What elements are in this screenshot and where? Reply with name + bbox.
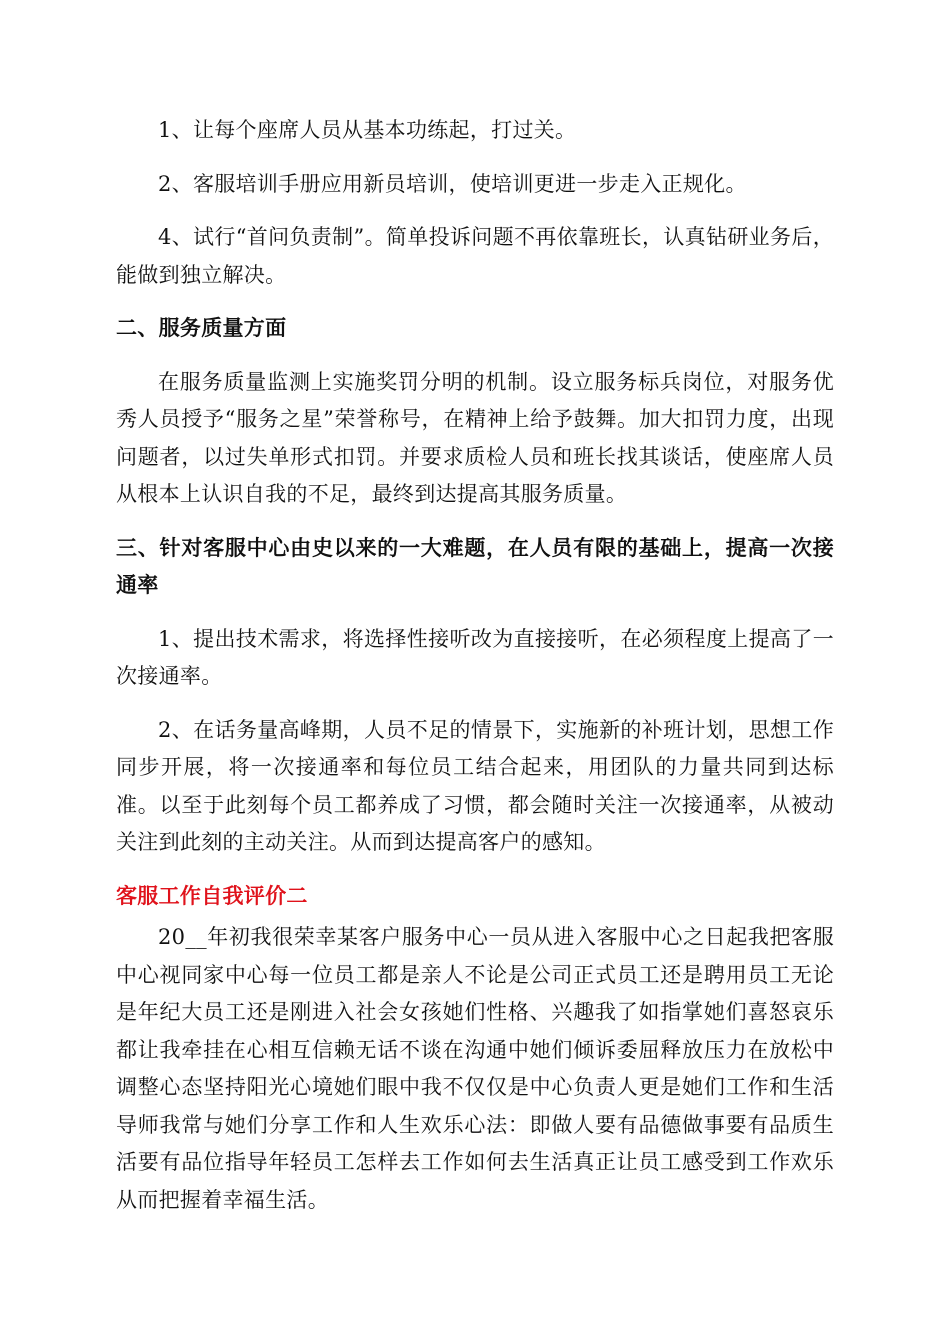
section-title: 客服工作自我评价二 xyxy=(116,883,308,908)
paragraph-item-4: 4、试行“首问负责制”。简单投诉问题不再依靠班长，认真钻研业务后，能做到独立解决。 xyxy=(116,225,834,287)
paragraph-self-evaluation: 20__年初我很荣幸某客户服务中心一员从进入客服中心之日起我把客服中心视同家中心每一位员工都是亲人不论是公司正式员工还是聘用员工无论是年纪大员工还是刚进入社会女孩她们性格、兴趣我了如指掌她们喜怒哀乐都让我牵挂在心相互信赖无话不谈在沟通中她们倾诉委屈释放压力在放松中调整心态坚持阳光心境她们眼中我不仅仅是中心负责人更是她们工作和生活导师我常与她们分享工作和人生欢乐心法：即做人要有品德做事要有品质生活要有品位指导年轻员工怎样去工作如何去生活真正让员工感受到工作欢乐从而把握着幸福生活。 xyxy=(116,925,834,1212)
paragraph-item-2: 2、客服培训手册应用新员培训，使培训更进一步走入正规化。 xyxy=(158,171,747,196)
heading-service-quality: 二、服务质量方面 xyxy=(116,316,287,340)
document-body xyxy=(116,112,834,1219)
heading-connection-rate: 三、针对客服中心由史以来的一大难题，在人员有限的基础上，提高一次接通率 xyxy=(116,535,834,597)
paragraph-connection-rate-1: 1、提出技术需求，将选择性接听改为直接接听，在必须程度上提高了一次接通率。 xyxy=(116,626,834,688)
paragraph-connection-rate-2: 2、在话务量高峰期，人员不足的情景下，实施新的补班计划，思想工作同步开展，将一次接通率和每位员工结合起来，用团队的力量共同到达标准。以至于此刻每个员工都养成了习惯，都会随时关注一次接通率，从被动关注到此刻的主动关注。从而到达提高客户的感知。 xyxy=(116,717,834,854)
paragraph-item-1: 1、让每个座席人员从基本功练起，打过关。 xyxy=(158,118,577,142)
paragraph-service-quality: 在服务质量监测上实施奖罚分明的机制。设立服务标兵岗位，对服务优秀人员授予“服务之星”荣誉称号，在精神上给予鼓舞。加大扣罚力度，出现问题者，以过失单形式扣罚。并要求质检人员和班长找其谈话，使座席人员从根本上认识自我的不足，最终到达提高其服务质量。 xyxy=(116,369,834,506)
